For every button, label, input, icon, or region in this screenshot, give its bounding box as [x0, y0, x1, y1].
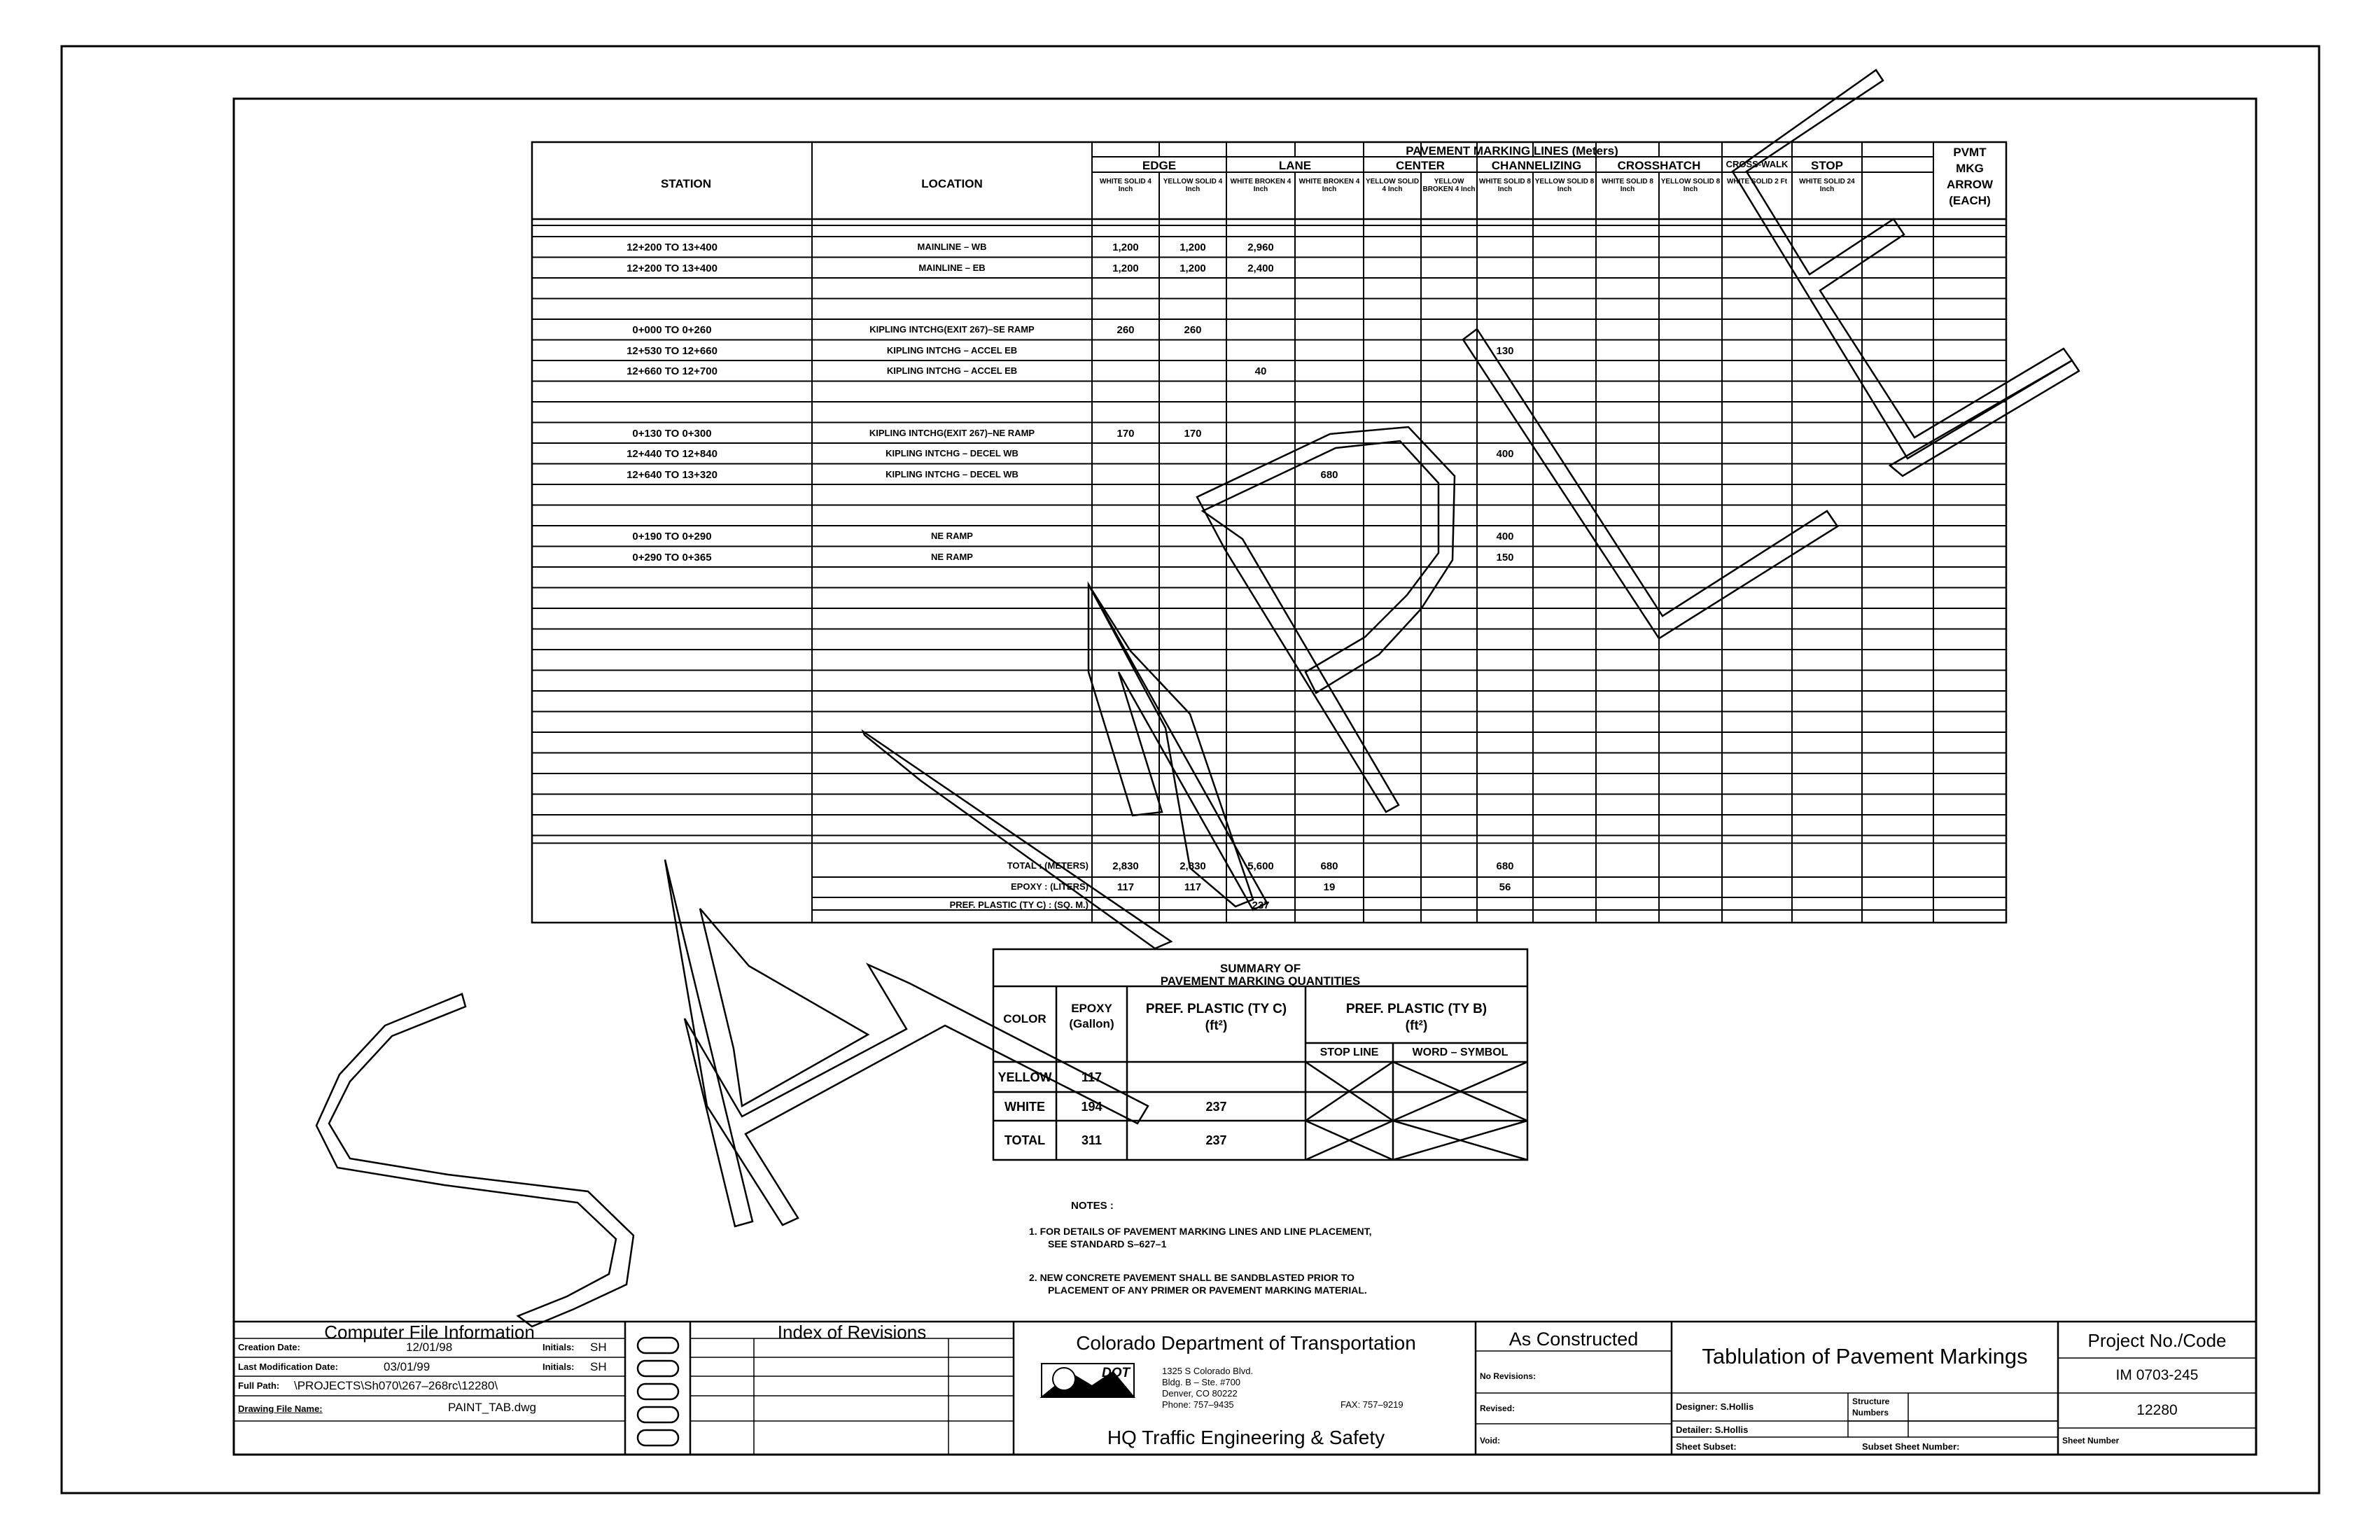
sheet-title: Tablulation of Pavement Markings	[1702, 1344, 2028, 1368]
location-cell: KIPLING INTCHG(EXIT 267)–SE RAMP	[869, 324, 1035, 335]
column-subheader: WHITE SOLID 4 Inch	[1100, 178, 1152, 193]
summary-col-tyb-unit: (ft²)	[1405, 1018, 1428, 1033]
total-value: 680	[1496, 860, 1514, 872]
initials-label-1: Initials:	[542, 1342, 575, 1352]
column-subheader: YELLOW SOLID 8 Inch	[1534, 178, 1595, 193]
value-cell: 1,200	[1180, 262, 1206, 274]
arrow-line-3: ARROW	[1946, 178, 1994, 191]
location-cell: KIPLING INTCHG – DECEL WB	[886, 468, 1018, 479]
station-cell: 12+640 TO 13+320	[626, 468, 718, 481]
summary-col-epoxy-unit: (Gallon)	[1069, 1017, 1114, 1030]
group-header: LANE	[1278, 159, 1312, 172]
value-cell: 680	[1320, 468, 1338, 481]
summary-color: YELLOW	[997, 1070, 1052, 1084]
column-subheader: WHITE SOLID 24 Inch	[1799, 178, 1855, 193]
value-cell: 260	[1184, 324, 1202, 336]
project-no-label: Project No./Code	[2087, 1330, 2227, 1351]
station-cell: 0+190 TO 0+290	[632, 531, 712, 542]
value-cell: 1,200	[1180, 241, 1206, 253]
initials-value-1: SH	[590, 1340, 607, 1354]
file-info-title: Computer File Information	[324, 1322, 535, 1343]
station-cell: 12+660 TO 12+700	[626, 365, 718, 377]
last-mod-label: Last Modification Date:	[238, 1362, 339, 1372]
value-cell: 2,960	[1247, 241, 1274, 253]
total-value: 56	[1499, 881, 1511, 893]
summary-color: TOTAL	[1004, 1133, 1046, 1147]
total-value: 2,830	[1180, 860, 1206, 872]
initials-label-2: Initials:	[542, 1362, 575, 1372]
project-code-value: 12280	[2136, 1402, 2178, 1418]
group-header: CROSS-WALK	[1726, 159, 1788, 169]
column-subheader: WHITE SOLID 8 Inch	[1602, 178, 1653, 193]
column-subheader: YELLOW SOLID 4 Inch	[1163, 178, 1223, 193]
total-label: EPOXY : (LITERS)	[1011, 881, 1088, 892]
creation-date-label: Creation Date:	[238, 1342, 300, 1352]
summary-col-tyb: PREF. PLASTIC (TY B)	[1345, 1002, 1488, 1016]
station-cell: 12+440 TO 12+840	[626, 448, 718, 460]
designer: Designer: S.Hollis	[1676, 1401, 1754, 1412]
structure-label: Structure	[1852, 1396, 1890, 1406]
total-value: 117	[1184, 881, 1202, 893]
header-station: STATION	[660, 177, 712, 190]
station-cell: 0+290 TO 0+365	[632, 551, 712, 564]
location-cell: KIPLING INTCHG – DECEL WB	[886, 448, 1018, 458]
header-pavement-marking-lines: PAVEMENT MARKING LINES (Meters)	[1406, 144, 1618, 158]
arrow-line-2: MKG	[1956, 162, 1984, 175]
summary-color: WHITE	[1004, 1100, 1045, 1114]
column-subheader: WHITE SOLID 8 Inch	[1479, 178, 1531, 193]
sheet-number-label: Sheet Number	[2062, 1436, 2120, 1446]
location-cell: KIPLING INTCHG – ACCEL EB	[886, 344, 1018, 356]
value-cell: 400	[1496, 531, 1514, 542]
summary-epoxy: 311	[1081, 1133, 1102, 1147]
summary-col-stop-line: STOP LINE	[1320, 1046, 1379, 1058]
address-line-3: Denver, CO 80222	[1162, 1388, 1238, 1399]
total-value: 680	[1320, 860, 1338, 872]
address-line-1: 1325 S Colorado Blvd.	[1162, 1366, 1254, 1376]
location-cell: MAINLINE – EB	[918, 262, 986, 273]
location-cell: KIPLING INTCHG(EXIT 267)–NE RAMP	[869, 427, 1035, 438]
station-cell: 12+200 TO 13+400	[626, 262, 718, 274]
total-label: PREF. PLASTIC (TY C) : (SQ. M.)	[949, 899, 1088, 910]
summary-epoxy: 194	[1081, 1100, 1102, 1114]
summary-col-color: COLOR	[1003, 1012, 1046, 1026]
note-2-line-1: 2. NEW CONCRETE PAVEMENT SHALL BE SANDBLASTED PRIOR TO	[1029, 1272, 1354, 1283]
project-no-value: IM 0703-245	[2115, 1367, 2199, 1383]
numbers-label: Numbers	[1852, 1408, 1889, 1418]
arrow-line-4: (EACH)	[1949, 194, 1991, 207]
location-cell: MAINLINE – WB	[917, 241, 987, 252]
column-subheader: WHITE BROKEN 4 Inch	[1230, 178, 1292, 193]
value-cell: 40	[1254, 365, 1267, 377]
note-1-line-1: 1. FOR DETAILS OF PAVEMENT MARKING LINES AND LINE PLACEMENT,	[1029, 1226, 1372, 1237]
group-header: EDGE	[1142, 159, 1177, 172]
creation-date-value: 12/01/98	[406, 1340, 453, 1354]
summary-epoxy: 117	[1081, 1070, 1102, 1084]
summary-col-tyc: PREF. PLASTIC (TY C)	[1145, 1002, 1287, 1016]
station-cell: 12+200 TO 13+400	[626, 241, 718, 253]
station-cell: 12+530 TO 12+660	[626, 344, 718, 357]
dept-name: Colorado Department of Transportation	[1076, 1332, 1416, 1354]
drawing-file-label: Drawing File Name:	[238, 1404, 323, 1414]
total-value: 117	[1116, 881, 1135, 893]
drawing-file-value: PAINT_TAB.dwg	[448, 1401, 536, 1414]
subset-sheet-number-label: Subset Sheet Number:	[1862, 1441, 1960, 1452]
full-path-label: Full Path:	[238, 1380, 280, 1391]
group-header: CHANNELIZING	[1491, 159, 1582, 172]
as-constructed: As Constructed	[1508, 1329, 1639, 1350]
total-value: 2,830	[1112, 860, 1139, 872]
total-value: 237	[1252, 899, 1270, 911]
location-cell: NE RAMP	[931, 531, 973, 541]
region-name: HQ Traffic Engineering & Safety	[1107, 1427, 1385, 1448]
summary-title-1: SUMMARY OF	[1219, 962, 1301, 975]
summary-title-2: PAVEMENT MARKING QUANTITIES	[1160, 974, 1361, 988]
phone: Phone: 757–9435	[1162, 1399, 1234, 1410]
notes-title: NOTES :	[1071, 1200, 1114, 1212]
column-subheader: WHITE SOLID 2 Ft	[1726, 178, 1788, 186]
total-value: 5,600	[1247, 860, 1274, 872]
header-location: LOCATION	[921, 177, 983, 190]
sheet-subset-label: Sheet Subset:	[1676, 1441, 1737, 1452]
initials-value-2: SH	[590, 1360, 607, 1373]
value-cell: 1,200	[1112, 241, 1139, 253]
location-cell: KIPLING INTCHG – ACCEL EB	[886, 365, 1018, 376]
group-header: STOP	[1811, 159, 1843, 172]
last-mod-value: 03/01/99	[384, 1360, 430, 1373]
column-subheader: YELLOW SOLID 4 Inch	[1365, 178, 1420, 193]
value-cell: 130	[1496, 344, 1514, 357]
header-arrow	[1933, 144, 2006, 209]
group-header: CROSSHATCH	[1617, 159, 1701, 172]
location-cell: NE RAMP	[931, 551, 973, 562]
no-revisions-label: No Revisions:	[1480, 1371, 1536, 1381]
revised-label: Revised:	[1480, 1404, 1516, 1413]
summary-col-epoxy: EPOXY	[1071, 1002, 1112, 1015]
station-cell: 0+130 TO 0+300	[632, 427, 712, 440]
column-subheader: WHITE BROKEN 4 Inch	[1298, 178, 1360, 193]
note-1-line-2: SEE STANDARD S–627–1	[1048, 1238, 1167, 1250]
note-2-line-2: PLACEMENT OF ANY PRIMER OR PAVEMENT MARKING MATERIAL.	[1048, 1284, 1367, 1296]
total-value: 19	[1323, 881, 1336, 893]
summary-col-word-symbol: WORD – SYMBOL	[1412, 1046, 1508, 1058]
void-label: Void:	[1480, 1436, 1501, 1446]
value-cell: 260	[1116, 324, 1135, 336]
summary-col-tyc-unit: (ft²)	[1205, 1018, 1228, 1033]
group-header: CENTER	[1396, 159, 1445, 172]
summary-tyc: 237	[1205, 1133, 1227, 1147]
summary-tyc: 237	[1205, 1100, 1227, 1114]
fax: FAX: 757–9219	[1340, 1399, 1404, 1410]
value-cell: 170	[1116, 427, 1135, 440]
address-line-2: Bldg. B – Ste. #700	[1162, 1377, 1241, 1387]
value-cell: 2,400	[1247, 262, 1274, 274]
value-cell: 400	[1496, 448, 1514, 460]
full-path-value: \PROJECTS\Sh070\267–268rc\12280\	[294, 1379, 498, 1392]
column-subheader: YELLOW SOLID 8 Inch	[1660, 178, 1721, 193]
value-cell: 170	[1184, 427, 1202, 440]
revisions-title: Index of Revisions	[777, 1322, 927, 1343]
arrow-line-1: PVMT	[1953, 146, 1987, 159]
station-cell: 0+000 TO 0+260	[632, 324, 712, 336]
value-cell: 150	[1496, 551, 1514, 564]
column-subheader: YELLOW BROKEN 4 Inch	[1422, 178, 1476, 193]
detailer: Detailer: S.Hollis	[1676, 1424, 1749, 1435]
dot-logo-text: DOT	[1102, 1366, 1130, 1380]
total-label: TOTAL : (METERS)	[1007, 860, 1088, 871]
value-cell: 1,200	[1112, 262, 1139, 274]
